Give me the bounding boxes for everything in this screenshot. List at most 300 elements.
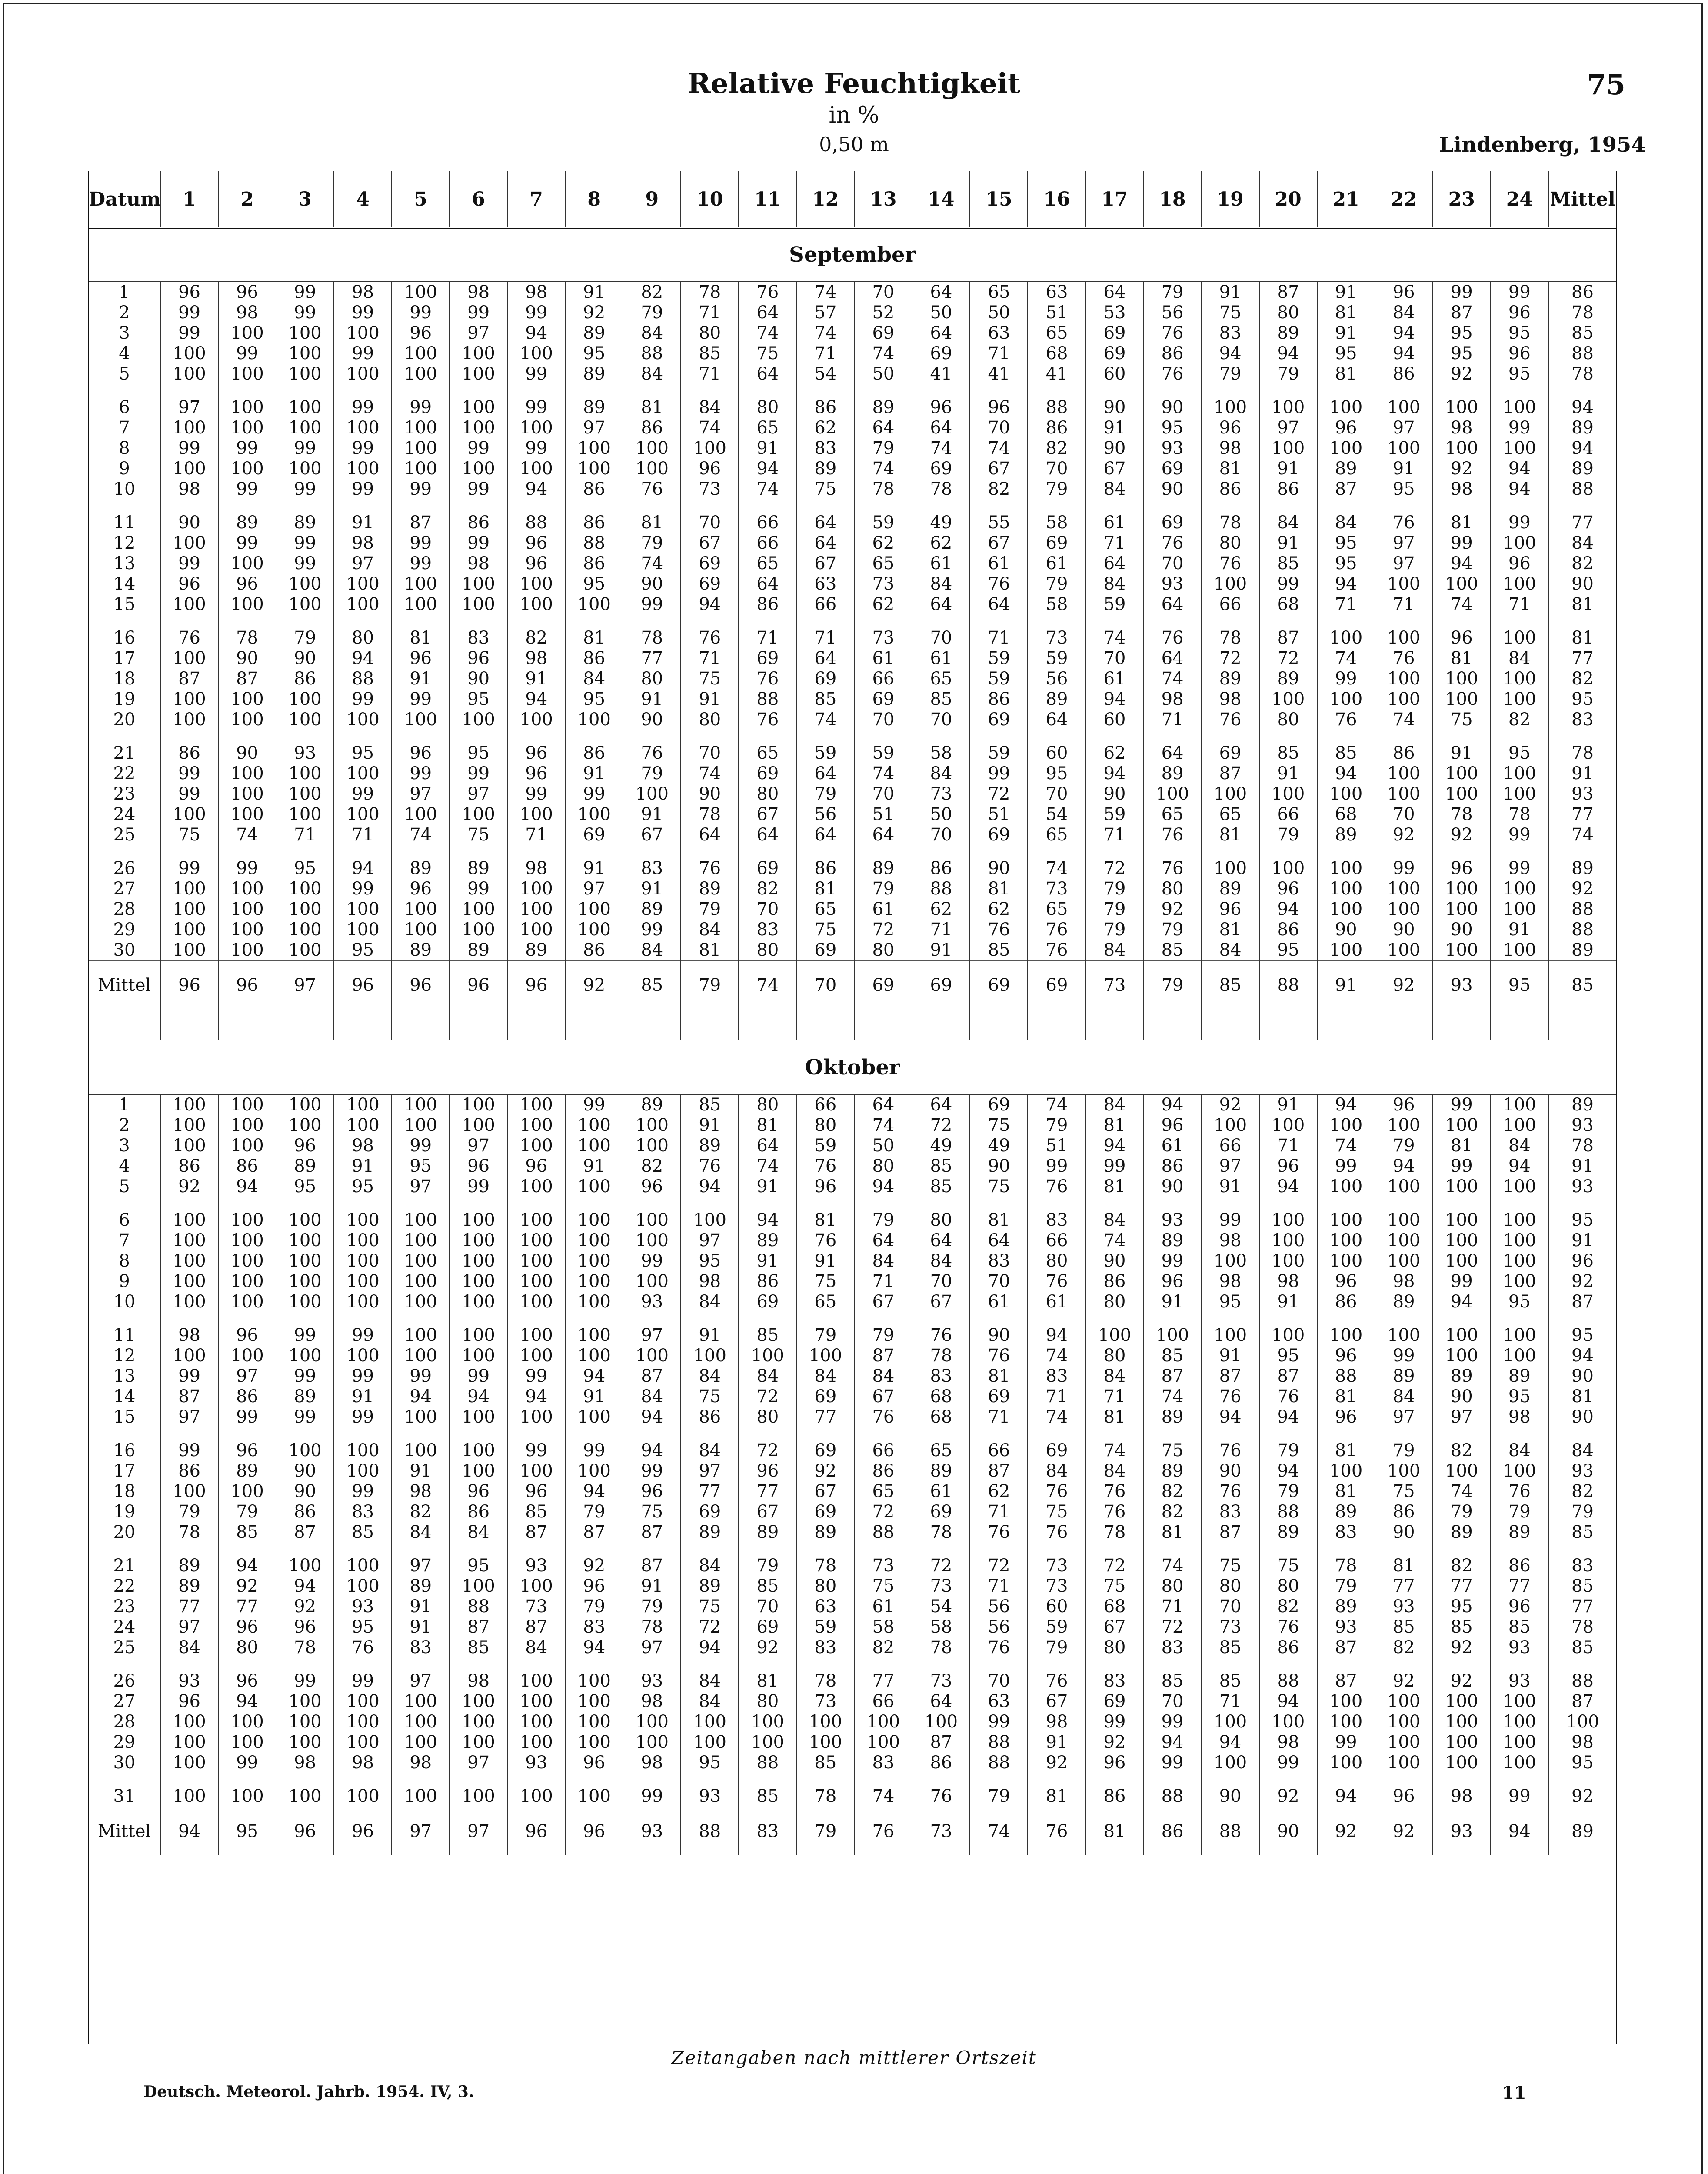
spacer-cell bbox=[912, 730, 970, 743]
value-cell: 96 bbox=[276, 1136, 334, 1156]
value-cell: 96 bbox=[623, 1177, 681, 1197]
spacer-cell bbox=[449, 500, 507, 513]
hour-mean-cell: 85 bbox=[1202, 961, 1259, 1009]
row-mean-cell: 93 bbox=[1571, 784, 1594, 804]
value-cell: 87 bbox=[1259, 628, 1317, 648]
value-cell: 86 bbox=[1375, 364, 1433, 384]
separator-cell bbox=[89, 1009, 160, 1040]
value-cell: 94 bbox=[565, 1481, 623, 1502]
value-cell: 76 bbox=[1259, 1617, 1317, 1637]
day-cell: 6 bbox=[89, 1210, 160, 1230]
value-cell: 61 bbox=[1028, 1292, 1085, 1312]
value-cell: 100 bbox=[449, 1786, 507, 1807]
separator-cell bbox=[1086, 1009, 1144, 1040]
value-cell: 100 bbox=[392, 343, 449, 364]
value-cell: 70 bbox=[681, 513, 739, 533]
row-mean-cell: 89 bbox=[1571, 1095, 1594, 1115]
spacer-cell bbox=[392, 1197, 449, 1210]
value-cell: 100 bbox=[565, 594, 623, 615]
value-cell: 99 bbox=[1375, 858, 1433, 879]
spacer-cell bbox=[507, 384, 565, 397]
value-cell: 99 bbox=[392, 1366, 449, 1387]
value-cell: 74 bbox=[1317, 648, 1375, 669]
value-cell: 70 bbox=[681, 743, 739, 764]
value-cell: 91 bbox=[1028, 1732, 1085, 1753]
value-cell: 82 bbox=[1375, 1637, 1433, 1658]
value-cell: 86 bbox=[160, 1156, 218, 1177]
value-cell: 100 bbox=[334, 418, 392, 438]
value-cell: 96 bbox=[507, 1481, 565, 1502]
day-cell: 17 bbox=[89, 1461, 160, 1481]
spacer-cell bbox=[89, 615, 160, 628]
day-cell: 28 bbox=[89, 1712, 160, 1732]
value-cell: 82 bbox=[1259, 1597, 1317, 1617]
value-cell: 100 bbox=[218, 459, 276, 479]
value-cell: 83 bbox=[449, 628, 507, 648]
value-cell: 86 bbox=[276, 1502, 334, 1522]
table-row bbox=[89, 282, 1616, 303]
value-cell: 100 bbox=[334, 1292, 392, 1312]
value-cell: 75 bbox=[1259, 1556, 1317, 1576]
value-cell: 99 bbox=[565, 1094, 623, 1116]
value-cell: 79 bbox=[681, 899, 739, 920]
value-cell: 94 bbox=[1144, 1094, 1202, 1116]
value-cell: 80 bbox=[1144, 879, 1202, 899]
value-cell: 49 bbox=[912, 1136, 970, 1156]
value-cell: 82 bbox=[1433, 1440, 1491, 1461]
value-cell: 64 bbox=[796, 764, 854, 784]
value-cell: 69 bbox=[796, 1502, 854, 1522]
value-cell: 84 bbox=[681, 1440, 739, 1461]
value-cell: 100 bbox=[160, 648, 218, 669]
value-cell: 92 bbox=[1375, 1671, 1433, 1691]
spacer-cell bbox=[160, 1312, 218, 1325]
hour-mean-cell: 70 bbox=[796, 961, 854, 1009]
value-cell: 100 bbox=[392, 804, 449, 825]
value-cell: 100 bbox=[160, 533, 218, 554]
value-cell: 100 bbox=[392, 574, 449, 594]
spacer-cell bbox=[1491, 1312, 1548, 1325]
day-cell: 25 bbox=[89, 825, 160, 845]
group-spacer bbox=[89, 1427, 1616, 1440]
value-cell: 100 bbox=[218, 764, 276, 784]
day-cell: 30 bbox=[89, 1753, 160, 1773]
spacer-cell bbox=[1548, 1312, 1616, 1325]
value-cell: 91 bbox=[623, 879, 681, 899]
spacer-cell bbox=[218, 730, 276, 743]
value-cell: 85 bbox=[218, 1522, 276, 1543]
value-cell: 84 bbox=[681, 1556, 739, 1576]
value-cell: 99 bbox=[449, 438, 507, 459]
value-cell: 90 bbox=[623, 710, 681, 730]
value-cell: 76 bbox=[1144, 858, 1202, 879]
spacer-cell bbox=[565, 615, 623, 628]
value-cell: 73 bbox=[854, 1556, 912, 1576]
spacer-cell bbox=[392, 1312, 449, 1325]
value-cell: 78 bbox=[1086, 1522, 1144, 1543]
value-cell: 89 bbox=[1317, 825, 1375, 845]
value-cell: 65 bbox=[739, 418, 796, 438]
hour-mean-cell: 97 bbox=[276, 961, 334, 1009]
value-cell: 99 bbox=[1086, 1712, 1144, 1732]
table-row bbox=[89, 648, 1616, 669]
value-cell: 96 bbox=[796, 1177, 854, 1197]
value-cell: 94 bbox=[392, 1387, 449, 1407]
value-cell: 67 bbox=[912, 1292, 970, 1312]
value-cell: 99 bbox=[1491, 418, 1548, 438]
table-row bbox=[89, 1481, 1616, 1502]
value-cell: 94 bbox=[1202, 1407, 1259, 1427]
value-cell: 91 bbox=[392, 669, 449, 689]
day-cell: 13 bbox=[89, 554, 160, 574]
value-cell: 69 bbox=[1144, 459, 1202, 479]
value-cell: 86 bbox=[912, 1753, 970, 1773]
humidity-table bbox=[89, 171, 1616, 1855]
group-spacer bbox=[89, 730, 1616, 743]
column-header-hour: 2 bbox=[218, 171, 276, 228]
spacer-cell bbox=[1548, 730, 1616, 743]
value-cell: 65 bbox=[1028, 825, 1085, 845]
hour-mean-cell: 79 bbox=[681, 961, 739, 1009]
spacer-cell bbox=[1028, 1543, 1085, 1556]
row-mean-cell: 90 bbox=[1571, 1366, 1594, 1386]
value-cell: 87 bbox=[1144, 1366, 1202, 1387]
value-cell: 99 bbox=[276, 533, 334, 554]
value-cell: 79 bbox=[1317, 1576, 1375, 1597]
table-row bbox=[89, 1177, 1616, 1197]
value-cell: 89 bbox=[392, 940, 449, 961]
value-cell: 89 bbox=[1491, 1366, 1548, 1387]
spacer-cell bbox=[1491, 615, 1548, 628]
value-cell: 98 bbox=[334, 282, 392, 303]
value-cell: 91 bbox=[1375, 459, 1433, 479]
value-cell: 92 bbox=[1144, 899, 1202, 920]
value-cell: 100 bbox=[623, 438, 681, 459]
value-cell: 67 bbox=[1028, 1691, 1085, 1712]
value-cell: 100 bbox=[276, 899, 334, 920]
value-cell: 100 bbox=[1433, 1230, 1491, 1251]
spacer-cell bbox=[1317, 1312, 1375, 1325]
value-cell: 75 bbox=[796, 920, 854, 940]
value-cell: 97 bbox=[681, 1230, 739, 1251]
value-cell: 89 bbox=[796, 1522, 854, 1543]
value-cell: 94 bbox=[1317, 574, 1375, 594]
value-cell: 100 bbox=[160, 1251, 218, 1271]
value-cell: 92 bbox=[739, 1637, 796, 1658]
value-cell: 96 bbox=[681, 459, 739, 479]
value-cell: 100 bbox=[218, 1136, 276, 1156]
hour-mean-cell: 69 bbox=[970, 961, 1028, 1009]
spacer-cell bbox=[1433, 1312, 1491, 1325]
value-cell: 100 bbox=[334, 323, 392, 343]
spacer-cell bbox=[796, 1773, 854, 1786]
value-cell: 100 bbox=[1491, 533, 1548, 554]
spacer-cell bbox=[1375, 1312, 1433, 1325]
value-cell: 87 bbox=[623, 1522, 681, 1543]
value-cell: 77 bbox=[623, 648, 681, 669]
value-cell: 94 bbox=[1259, 1177, 1317, 1197]
table-row bbox=[89, 343, 1616, 364]
value-cell: 74 bbox=[681, 764, 739, 784]
value-cell: 94 bbox=[1375, 343, 1433, 364]
value-cell: 94 bbox=[1491, 1156, 1548, 1177]
spacer-cell bbox=[218, 1658, 276, 1671]
spacer-cell bbox=[276, 1312, 334, 1325]
value-cell: 96 bbox=[1086, 1753, 1144, 1773]
value-cell: 78 bbox=[681, 282, 739, 303]
value-cell: 85 bbox=[1202, 1637, 1259, 1658]
value-cell: 85 bbox=[449, 1637, 507, 1658]
value-cell: 65 bbox=[1144, 804, 1202, 825]
table-row bbox=[89, 940, 1616, 961]
value-cell: 64 bbox=[854, 825, 912, 845]
value-cell: 99 bbox=[160, 784, 218, 804]
spacer-cell bbox=[276, 1543, 334, 1556]
value-cell: 100 bbox=[334, 1210, 392, 1230]
hour-mean-cell: 93 bbox=[623, 1807, 681, 1855]
value-cell: 78 bbox=[1202, 628, 1259, 648]
spacer-cell bbox=[1548, 1543, 1616, 1556]
table-row bbox=[89, 418, 1616, 438]
value-cell: 99 bbox=[1491, 825, 1548, 845]
value-cell: 95 bbox=[681, 1251, 739, 1271]
value-cell: 97 bbox=[449, 1136, 507, 1156]
value-cell: 71 bbox=[1317, 594, 1375, 615]
value-cell: 82 bbox=[623, 1156, 681, 1177]
value-cell: 91 bbox=[565, 764, 623, 784]
value-cell: 64 bbox=[1144, 743, 1202, 764]
value-cell: 71 bbox=[1375, 594, 1433, 615]
value-cell: 86 bbox=[1086, 1271, 1144, 1292]
table-row bbox=[89, 1671, 1616, 1691]
value-cell: 100 bbox=[449, 1094, 507, 1116]
spacer-cell bbox=[854, 1312, 912, 1325]
value-cell: 98 bbox=[449, 282, 507, 303]
value-cell: 94 bbox=[449, 1387, 507, 1407]
value-cell: 69 bbox=[854, 689, 912, 710]
value-cell: 99 bbox=[160, 323, 218, 343]
value-cell: 95 bbox=[565, 689, 623, 710]
value-cell: 99 bbox=[1202, 1210, 1259, 1230]
spacer-cell bbox=[334, 730, 392, 743]
value-cell: 96 bbox=[565, 1576, 623, 1597]
value-cell: 79 bbox=[1028, 479, 1085, 500]
value-cell: 68 bbox=[912, 1407, 970, 1427]
value-cell: 96 bbox=[392, 879, 449, 899]
row-mean-cell: 95 bbox=[1571, 1753, 1594, 1773]
value-cell: 100 bbox=[334, 594, 392, 615]
spacer-cell bbox=[1144, 1312, 1202, 1325]
value-cell: 86 bbox=[1375, 1502, 1433, 1522]
day-cell: 14 bbox=[89, 574, 160, 594]
value-cell: 89 bbox=[160, 1556, 218, 1576]
day-cell: 24 bbox=[89, 1617, 160, 1637]
value-cell: 96 bbox=[392, 323, 449, 343]
value-cell: 99 bbox=[218, 438, 276, 459]
value-cell: 98 bbox=[218, 303, 276, 323]
row-mean-cell: 88 bbox=[1571, 1671, 1594, 1691]
spacer-cell bbox=[507, 730, 565, 743]
value-cell: 64 bbox=[1086, 282, 1144, 303]
value-cell: 99 bbox=[1144, 1712, 1202, 1732]
value-cell: 99 bbox=[507, 364, 565, 384]
value-cell: 74 bbox=[854, 1115, 912, 1136]
value-cell: 58 bbox=[1028, 594, 1085, 615]
value-cell: 90 bbox=[1086, 397, 1144, 418]
table-row bbox=[89, 1366, 1616, 1387]
value-cell: 80 bbox=[1144, 1576, 1202, 1597]
value-cell: 100 bbox=[160, 1136, 218, 1156]
value-cell: 69 bbox=[796, 1387, 854, 1407]
value-cell: 99 bbox=[449, 879, 507, 899]
spacer-cell bbox=[1028, 500, 1085, 513]
value-cell: 81 bbox=[1317, 1387, 1375, 1407]
value-cell: 100 bbox=[1491, 397, 1548, 418]
value-cell: 100 bbox=[160, 920, 218, 940]
separator-cell bbox=[334, 1009, 392, 1040]
row-mean-cell: 90 bbox=[1571, 1407, 1594, 1427]
value-cell: 66 bbox=[739, 513, 796, 533]
monthly-mean-row bbox=[89, 1807, 1616, 1855]
value-cell: 87 bbox=[623, 1556, 681, 1576]
value-cell: 94 bbox=[334, 648, 392, 669]
value-cell: 64 bbox=[912, 323, 970, 343]
value-cell: 72 bbox=[854, 1502, 912, 1522]
value-cell: 100 bbox=[218, 397, 276, 418]
value-cell: 79 bbox=[854, 1210, 912, 1230]
value-cell: 72 bbox=[681, 1617, 739, 1637]
value-cell: 64 bbox=[739, 364, 796, 384]
column-header-hour: 11 bbox=[739, 171, 796, 228]
value-cell: 69 bbox=[912, 459, 970, 479]
value-cell: 99 bbox=[218, 858, 276, 879]
value-cell: 100 bbox=[160, 899, 218, 920]
value-cell: 100 bbox=[449, 1271, 507, 1292]
value-cell: 84 bbox=[681, 920, 739, 940]
value-cell: 94 bbox=[1433, 1292, 1491, 1312]
value-cell: 91 bbox=[1202, 1177, 1259, 1197]
value-cell: 100 bbox=[854, 1732, 912, 1753]
value-cell: 52 bbox=[854, 303, 912, 323]
spacer-cell bbox=[854, 500, 912, 513]
value-cell: 99 bbox=[160, 1440, 218, 1461]
value-cell: 100 bbox=[1491, 1251, 1548, 1271]
value-cell: 81 bbox=[1086, 1177, 1144, 1197]
value-cell: 69 bbox=[681, 574, 739, 594]
value-cell: 92 bbox=[565, 303, 623, 323]
value-cell: 100 bbox=[507, 1576, 565, 1597]
value-cell: 59 bbox=[796, 743, 854, 764]
value-cell: 96 bbox=[507, 764, 565, 784]
spacer-cell bbox=[1548, 1773, 1616, 1786]
value-cell: 69 bbox=[1086, 323, 1144, 343]
table-row bbox=[89, 689, 1616, 710]
value-cell: 88 bbox=[565, 533, 623, 554]
value-cell: 81 bbox=[1086, 1407, 1144, 1427]
hour-mean-cell: 88 bbox=[1202, 1807, 1259, 1855]
value-cell: 95 bbox=[449, 1556, 507, 1576]
value-cell: 94 bbox=[1086, 764, 1144, 784]
value-cell: 74 bbox=[739, 1156, 796, 1177]
separator-cell bbox=[160, 1009, 218, 1040]
value-cell: 74 bbox=[218, 825, 276, 845]
value-cell: 100 bbox=[507, 594, 565, 615]
spacer-cell bbox=[1433, 1543, 1491, 1556]
value-cell: 100 bbox=[1433, 1346, 1491, 1366]
value-cell: 100 bbox=[218, 323, 276, 343]
value-cell: 91 bbox=[623, 1576, 681, 1597]
value-cell: 100 bbox=[1491, 1177, 1548, 1197]
spacer-cell bbox=[218, 1312, 276, 1325]
value-cell: 81 bbox=[796, 879, 854, 899]
value-cell: 84 bbox=[739, 1366, 796, 1387]
value-cell: 96 bbox=[218, 1325, 276, 1346]
value-cell: 91 bbox=[565, 858, 623, 879]
value-cell: 70 bbox=[854, 282, 912, 303]
value-cell: 100 bbox=[449, 1346, 507, 1366]
value-cell: 84 bbox=[1317, 513, 1375, 533]
value-cell: 98 bbox=[681, 1271, 739, 1292]
value-cell: 90 bbox=[970, 858, 1028, 879]
value-cell: 100 bbox=[160, 1230, 218, 1251]
value-cell: 79 bbox=[623, 533, 681, 554]
spacer-cell bbox=[1375, 384, 1433, 397]
day-cell: 2 bbox=[89, 303, 160, 323]
value-cell: 65 bbox=[970, 282, 1028, 303]
value-cell: 91 bbox=[1144, 1292, 1202, 1312]
value-cell: 83 bbox=[796, 438, 854, 459]
value-cell: 97 bbox=[449, 323, 507, 343]
value-cell: 77 bbox=[1433, 1576, 1491, 1597]
spacer-cell bbox=[334, 384, 392, 397]
value-cell: 100 bbox=[1202, 397, 1259, 418]
value-cell: 96 bbox=[1491, 303, 1548, 323]
value-cell: 92 bbox=[1433, 825, 1491, 845]
value-cell: 75 bbox=[1028, 1502, 1085, 1522]
value-cell: 82 bbox=[970, 479, 1028, 500]
value-cell: 74 bbox=[1433, 1481, 1491, 1502]
value-cell: 73 bbox=[854, 574, 912, 594]
value-cell: 79 bbox=[854, 1325, 912, 1346]
column-header-mittel: Mittel bbox=[1548, 171, 1616, 228]
value-cell: 65 bbox=[796, 1292, 854, 1312]
value-cell: 84 bbox=[912, 1251, 970, 1271]
row-mean-cell: 95 bbox=[1571, 1325, 1594, 1345]
separator-cell bbox=[681, 1009, 739, 1040]
value-cell: 74 bbox=[1375, 710, 1433, 730]
value-cell: 90 bbox=[1317, 920, 1375, 940]
value-cell: 70 bbox=[739, 899, 796, 920]
value-cell: 76 bbox=[1086, 1502, 1144, 1522]
value-cell: 96 bbox=[507, 533, 565, 554]
spacer-cell bbox=[912, 500, 970, 513]
value-cell: 100 bbox=[507, 1292, 565, 1312]
value-cell: 99 bbox=[218, 533, 276, 554]
value-cell: 76 bbox=[1202, 710, 1259, 730]
value-cell: 98 bbox=[623, 1753, 681, 1773]
value-cell: 100 bbox=[334, 804, 392, 825]
mean-label: Mittel bbox=[89, 1807, 160, 1855]
value-cell: 75 bbox=[796, 479, 854, 500]
value-cell: 76 bbox=[1028, 1271, 1085, 1292]
value-cell: 85 bbox=[1433, 1617, 1491, 1637]
value-cell: 69 bbox=[565, 825, 623, 845]
value-cell: 69 bbox=[681, 554, 739, 574]
value-cell: 99 bbox=[1317, 1732, 1375, 1753]
value-cell: 82 bbox=[1433, 1556, 1491, 1576]
value-cell: 100 bbox=[218, 920, 276, 940]
spacer-cell bbox=[89, 1543, 160, 1556]
